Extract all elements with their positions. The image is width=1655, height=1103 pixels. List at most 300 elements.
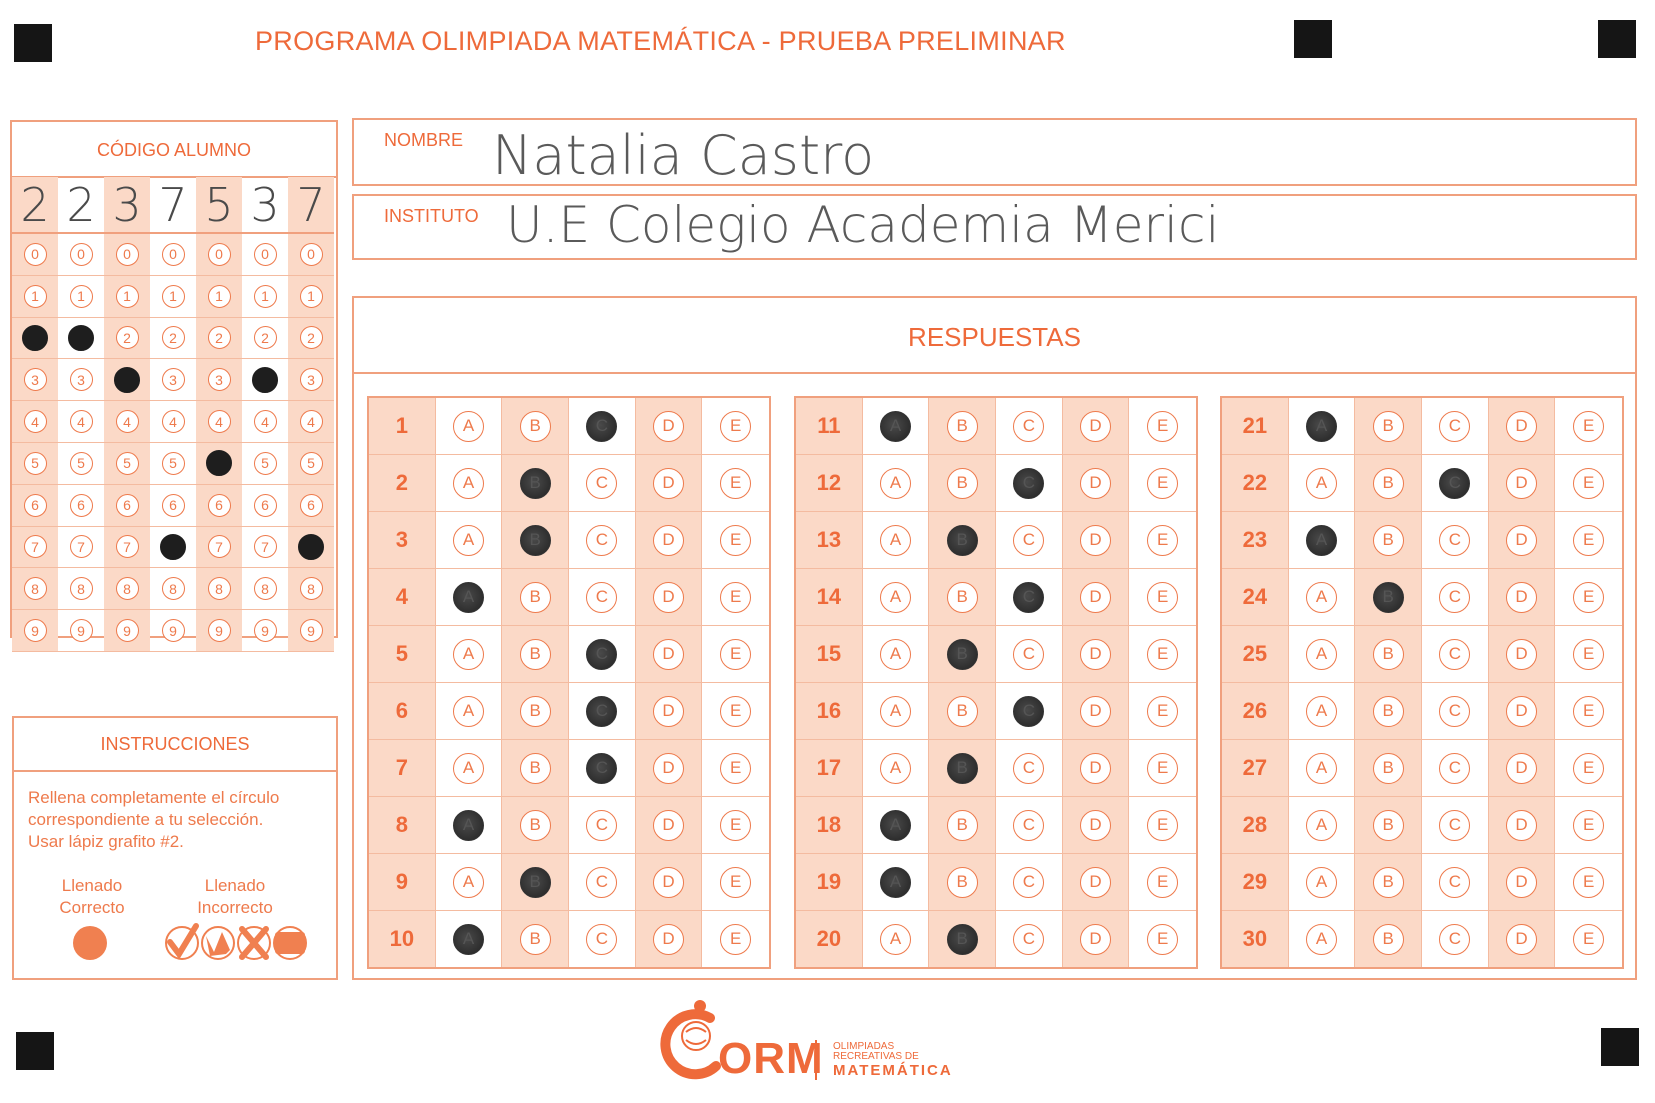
answer-bubble-e[interactable]: E bbox=[720, 525, 751, 556]
answer-bubble-c[interactable]: C bbox=[1439, 867, 1470, 898]
codigo-bubble-2[interactable]: 2 bbox=[162, 326, 185, 349]
answer-bubble-a[interactable]: A bbox=[1306, 696, 1337, 727]
answer-row-28 bbox=[1222, 797, 1622, 854]
codigo-cell bbox=[242, 485, 288, 527]
codigo-bubble-8[interactable]: 8 bbox=[208, 577, 231, 600]
answer-bubble-b[interactable]: B bbox=[520, 810, 551, 841]
codigo-bubble-9[interactable]: 9 bbox=[70, 619, 93, 642]
answer-bubble-e[interactable]: E bbox=[1147, 525, 1178, 556]
answer-bubble-a[interactable]: A bbox=[1306, 867, 1337, 898]
codigo-cell bbox=[12, 568, 58, 610]
answer-cell bbox=[1129, 626, 1196, 682]
question-number-cell bbox=[369, 398, 436, 454]
answer-bubble-c[interactable]: C bbox=[1439, 468, 1470, 499]
codigo-bubble-1[interactable]: 1 bbox=[208, 285, 231, 308]
answer-cell bbox=[863, 797, 930, 853]
answer-bubble-e[interactable]: E bbox=[1147, 639, 1178, 670]
answer-bubble-d[interactable]: D bbox=[1506, 639, 1537, 670]
answer-bubble-a[interactable]: A bbox=[453, 924, 484, 955]
answer-bubble-e[interactable]: E bbox=[1147, 411, 1178, 442]
answer-bubble-d[interactable]: D bbox=[653, 411, 684, 442]
answer-bubble-a[interactable]: A bbox=[1306, 810, 1337, 841]
codigo-bubble-7[interactable] bbox=[298, 534, 324, 560]
answer-bubble-a[interactable]: A bbox=[1306, 753, 1337, 784]
codigo-bubble-3[interactable]: 3 bbox=[24, 368, 47, 391]
answer-bubble-a[interactable]: A bbox=[880, 696, 911, 727]
codigo-bubble-3[interactable]: 3 bbox=[208, 368, 231, 391]
codigo-bubble-0[interactable]: 0 bbox=[162, 243, 185, 266]
codigo-bubble-4[interactable]: 4 bbox=[300, 410, 323, 433]
answer-bubble-a[interactable]: A bbox=[880, 582, 911, 613]
answer-cell bbox=[1555, 911, 1622, 967]
answer-bubble-a[interactable]: A bbox=[880, 924, 911, 955]
codigo-bubble-7[interactable]: 7 bbox=[254, 535, 277, 558]
question-number: 12 bbox=[816, 470, 842, 495]
answer-bubble-d[interactable]: D bbox=[1080, 468, 1111, 499]
answer-bubble-d[interactable]: D bbox=[653, 867, 684, 898]
codigo-bubble-2[interactable]: 2 bbox=[254, 326, 277, 349]
codigo-bubble-5[interactable]: 5 bbox=[300, 452, 323, 475]
answer-bubble-a[interactable]: A bbox=[453, 639, 484, 670]
answer-cell bbox=[569, 569, 636, 625]
codigo-bubble-6[interactable]: 6 bbox=[162, 494, 185, 517]
instituto-field[interactable] bbox=[352, 194, 1637, 260]
codigo-bubble-3[interactable]: 3 bbox=[162, 368, 185, 391]
answer-cell bbox=[1555, 512, 1622, 568]
codigo-bubble-8[interactable]: 8 bbox=[116, 577, 139, 600]
answer-bubble-e[interactable]: E bbox=[1573, 639, 1604, 670]
codigo-bubble-1[interactable]: 1 bbox=[116, 285, 139, 308]
codigo-bubble-0[interactable]: 0 bbox=[70, 243, 93, 266]
codigo-bubble-4[interactable]: 4 bbox=[24, 410, 47, 433]
question-number-cell bbox=[796, 626, 863, 682]
answer-bubble-e[interactable]: E bbox=[1147, 696, 1178, 727]
answer-bubble-d[interactable]: D bbox=[1506, 810, 1537, 841]
codigo-bubble-3[interactable]: 3 bbox=[70, 368, 93, 391]
answer-bubble-e[interactable]: E bbox=[720, 411, 751, 442]
answer-bubble-e[interactable]: E bbox=[1573, 582, 1604, 613]
answer-bubble-a[interactable]: A bbox=[880, 411, 911, 442]
codigo-bubble-5[interactable] bbox=[206, 450, 232, 476]
codigo-bubble-7[interactable] bbox=[160, 534, 186, 560]
answer-bubble-b[interactable]: B bbox=[947, 696, 978, 727]
answer-cell bbox=[1422, 740, 1489, 796]
answer-bubble-c[interactable]: C bbox=[586, 525, 617, 556]
codigo-bubble-1[interactable]: 1 bbox=[24, 285, 47, 308]
codigo-cell bbox=[104, 610, 150, 652]
answer-bubble-c[interactable]: C bbox=[586, 582, 617, 613]
codigo-cell bbox=[12, 527, 58, 569]
answer-bubble-e[interactable]: E bbox=[1147, 753, 1178, 784]
codigo-cell bbox=[150, 401, 196, 443]
answer-bubble-b[interactable]: B bbox=[1373, 696, 1404, 727]
answer-cell bbox=[1063, 740, 1130, 796]
codigo-bubble-3[interactable] bbox=[252, 367, 278, 393]
codigo-bubble-3[interactable] bbox=[114, 367, 140, 393]
answer-bubble-a[interactable]: A bbox=[1306, 582, 1337, 613]
answer-bubble-d[interactable]: D bbox=[1080, 924, 1111, 955]
codigo-bubble-9[interactable]: 9 bbox=[300, 619, 323, 642]
question-number: 30 bbox=[1242, 926, 1268, 951]
answer-bubble-a[interactable]: A bbox=[453, 525, 484, 556]
answer-cell bbox=[436, 911, 503, 967]
codigo-bubble-2[interactable]: 2 bbox=[116, 326, 139, 349]
answer-bubble-d[interactable]: D bbox=[1080, 753, 1111, 784]
answer-bubble-e[interactable]: E bbox=[720, 753, 751, 784]
answer-bubble-c[interactable]: C bbox=[1439, 525, 1470, 556]
answer-bubble-a[interactable]: A bbox=[453, 468, 484, 499]
codigo-bubble-2[interactable] bbox=[68, 325, 94, 351]
answer-bubble-c[interactable]: C bbox=[586, 867, 617, 898]
answer-bubble-e[interactable]: E bbox=[1573, 753, 1604, 784]
answer-cell bbox=[1289, 683, 1356, 739]
answer-bubble-a[interactable]: A bbox=[880, 867, 911, 898]
answer-bubble-d[interactable]: D bbox=[653, 924, 684, 955]
answer-cell bbox=[1129, 398, 1196, 454]
answer-bubble-a[interactable]: A bbox=[880, 468, 911, 499]
answer-bubble-c[interactable]: C bbox=[1013, 696, 1044, 727]
answer-bubble-e[interactable]: E bbox=[1573, 525, 1604, 556]
answer-bubble-c[interactable]: C bbox=[1013, 867, 1044, 898]
answer-bubble-c[interactable]: C bbox=[1013, 411, 1044, 442]
codigo-cell bbox=[196, 401, 242, 443]
codigo-bubble-6[interactable]: 6 bbox=[70, 494, 93, 517]
answer-bubble-e[interactable]: E bbox=[720, 867, 751, 898]
registration-mark-top-right bbox=[1598, 20, 1636, 58]
question-number-cell bbox=[1222, 512, 1289, 568]
codigo-bubble-6[interactable]: 6 bbox=[254, 494, 277, 517]
question-number: 24 bbox=[1242, 584, 1268, 609]
codigo-bubble-8[interactable]: 8 bbox=[162, 577, 185, 600]
codigo-bubble-6[interactable]: 6 bbox=[208, 494, 231, 517]
answer-bubble-b[interactable]: B bbox=[520, 525, 551, 556]
answer-cell bbox=[502, 569, 569, 625]
answer-bubble-a[interactable]: A bbox=[1306, 468, 1337, 499]
answer-bubble-b[interactable]: B bbox=[1373, 924, 1404, 955]
answer-cell bbox=[502, 626, 569, 682]
answer-bubble-b[interactable]: B bbox=[1373, 867, 1404, 898]
codigo-cell bbox=[288, 318, 334, 360]
codigo-bubble-9[interactable]: 9 bbox=[24, 619, 47, 642]
answer-block-21-30 bbox=[1220, 396, 1624, 969]
codigo-bubble-4[interactable]: 4 bbox=[70, 410, 93, 433]
answer-bubble-a[interactable]: A bbox=[1306, 411, 1337, 442]
answer-bubble-d[interactable]: D bbox=[1080, 810, 1111, 841]
answer-bubble-d[interactable]: D bbox=[1080, 411, 1111, 442]
codigo-bubble-6[interactable]: 6 bbox=[300, 494, 323, 517]
answer-bubble-b[interactable]: B bbox=[1373, 411, 1404, 442]
answer-bubble-a[interactable]: A bbox=[453, 753, 484, 784]
answer-bubble-e[interactable]: E bbox=[720, 696, 751, 727]
answer-bubble-b[interactable]: B bbox=[947, 639, 978, 670]
answer-bubble-a[interactable]: A bbox=[453, 696, 484, 727]
answer-bubble-c[interactable]: C bbox=[1439, 810, 1470, 841]
answer-bubble-c[interactable]: C bbox=[586, 639, 617, 670]
answer-bubble-e[interactable]: E bbox=[1147, 582, 1178, 613]
answer-bubble-c[interactable]: C bbox=[586, 924, 617, 955]
answer-bubble-b[interactable]: B bbox=[947, 525, 978, 556]
codigo-column-1 bbox=[12, 177, 58, 652]
answer-bubble-d[interactable]: D bbox=[1080, 696, 1111, 727]
answer-bubble-c[interactable]: C bbox=[1439, 639, 1470, 670]
answer-bubble-b[interactable]: B bbox=[1373, 468, 1404, 499]
answer-bubble-d[interactable]: D bbox=[1506, 867, 1537, 898]
codigo-bubble-4[interactable]: 4 bbox=[116, 410, 139, 433]
codigo-digit-written: 3 bbox=[242, 177, 288, 234]
question-number-cell bbox=[1222, 569, 1289, 625]
question-number-cell bbox=[1222, 797, 1289, 853]
codigo-cell bbox=[150, 527, 196, 569]
codigo-bubble-9[interactable]: 9 bbox=[208, 619, 231, 642]
question-number-cell bbox=[1222, 854, 1289, 910]
answer-bubble-d[interactable]: D bbox=[1506, 753, 1537, 784]
answer-cell bbox=[702, 512, 769, 568]
answer-bubble-c[interactable]: C bbox=[1013, 468, 1044, 499]
answer-bubble-d[interactable]: D bbox=[653, 696, 684, 727]
codigo-bubble-0[interactable]: 0 bbox=[24, 243, 47, 266]
codigo-cell bbox=[150, 485, 196, 527]
codigo-cell bbox=[196, 610, 242, 652]
answer-bubble-a[interactable]: A bbox=[1306, 639, 1337, 670]
answer-cell bbox=[1555, 683, 1622, 739]
answer-bubble-a[interactable]: A bbox=[453, 867, 484, 898]
codigo-bubble-2[interactable] bbox=[22, 325, 48, 351]
answer-bubble-b[interactable]: B bbox=[520, 753, 551, 784]
answer-bubble-b[interactable]: B bbox=[1373, 810, 1404, 841]
codigo-bubble-8[interactable]: 8 bbox=[70, 577, 93, 600]
answer-cell bbox=[929, 797, 996, 853]
answer-bubble-d[interactable]: D bbox=[653, 753, 684, 784]
answer-bubble-e[interactable]: E bbox=[1573, 411, 1604, 442]
answer-bubble-c[interactable]: C bbox=[1439, 696, 1470, 727]
answer-bubble-b[interactable]: B bbox=[520, 924, 551, 955]
answer-bubble-c[interactable]: C bbox=[1439, 924, 1470, 955]
answer-bubble-d[interactable]: D bbox=[653, 525, 684, 556]
codigo-bubble-0[interactable]: 0 bbox=[116, 243, 139, 266]
codigo-bubble-7[interactable]: 7 bbox=[116, 535, 139, 558]
answer-bubble-d[interactable]: D bbox=[1506, 411, 1537, 442]
codigo-bubble-4[interactable]: 4 bbox=[208, 410, 231, 433]
answer-bubble-c[interactable]: C bbox=[586, 810, 617, 841]
answer-bubble-c[interactable]: C bbox=[1013, 525, 1044, 556]
codigo-bubble-8[interactable]: 8 bbox=[300, 577, 323, 600]
codigo-bubble-5[interactable]: 5 bbox=[162, 452, 185, 475]
answer-bubble-c[interactable]: C bbox=[1013, 810, 1044, 841]
codigo-cell bbox=[58, 610, 104, 652]
answer-bubble-b[interactable]: B bbox=[1373, 525, 1404, 556]
answer-cell bbox=[569, 797, 636, 853]
codigo-bubble-9[interactable]: 9 bbox=[116, 619, 139, 642]
codigo-bubble-0[interactable]: 0 bbox=[254, 243, 277, 266]
instr-line-1: Rellena completamente el círculo bbox=[28, 788, 280, 807]
answer-bubble-e[interactable]: E bbox=[1573, 867, 1604, 898]
answer-cell bbox=[636, 626, 703, 682]
codigo-bubble-5[interactable]: 5 bbox=[254, 452, 277, 475]
answer-bubble-b[interactable]: B bbox=[947, 810, 978, 841]
answer-cell bbox=[1422, 683, 1489, 739]
codigo-cell bbox=[242, 527, 288, 569]
answer-bubble-b[interactable]: B bbox=[947, 468, 978, 499]
codigo-cell bbox=[150, 276, 196, 318]
answer-bubble-d[interactable]: D bbox=[653, 582, 684, 613]
answer-cell bbox=[1489, 854, 1556, 910]
answer-bubble-d[interactable]: D bbox=[1080, 525, 1111, 556]
answer-bubble-b[interactable]: B bbox=[520, 867, 551, 898]
codigo-bubble-8[interactable]: 8 bbox=[254, 577, 277, 600]
answer-bubble-e[interactable]: E bbox=[720, 582, 751, 613]
answer-bubble-e[interactable]: E bbox=[1147, 924, 1178, 955]
answer-bubble-d[interactable]: D bbox=[1506, 924, 1537, 955]
answer-bubble-b[interactable]: B bbox=[947, 867, 978, 898]
codigo-bubble-0[interactable]: 0 bbox=[300, 243, 323, 266]
answer-bubble-c[interactable]: C bbox=[1013, 753, 1044, 784]
codigo-cell bbox=[288, 485, 334, 527]
codigo-bubble-2[interactable]: 2 bbox=[208, 326, 231, 349]
answer-bubble-c[interactable]: C bbox=[1013, 924, 1044, 955]
codigo-bubble-0[interactable]: 0 bbox=[208, 243, 231, 266]
answer-cell bbox=[569, 854, 636, 910]
answer-bubble-b[interactable]: B bbox=[520, 468, 551, 499]
nombre-label: NOMBRE bbox=[384, 130, 464, 150]
answer-bubble-e[interactable]: E bbox=[1147, 468, 1178, 499]
answer-cell bbox=[1555, 626, 1622, 682]
codigo-cell bbox=[58, 359, 104, 401]
answer-bubble-c[interactable]: C bbox=[586, 468, 617, 499]
answer-cell bbox=[929, 626, 996, 682]
codigo-bubble-1[interactable]: 1 bbox=[70, 285, 93, 308]
answer-bubble-d[interactable]: D bbox=[1080, 639, 1111, 670]
answer-bubble-e[interactable]: E bbox=[1147, 810, 1178, 841]
codigo-bubble-7[interactable]: 7 bbox=[24, 535, 47, 558]
answer-bubble-c[interactable]: C bbox=[1013, 639, 1044, 670]
answer-bubble-b[interactable]: B bbox=[520, 639, 551, 670]
codigo-bubble-1[interactable]: 1 bbox=[254, 285, 277, 308]
question-number: 1 bbox=[395, 413, 408, 438]
codigo-cell bbox=[242, 443, 288, 485]
codigo-bubble-5[interactable]: 5 bbox=[116, 452, 139, 475]
answer-block-11-20 bbox=[794, 396, 1198, 969]
answer-bubble-d[interactable]: D bbox=[1506, 525, 1537, 556]
answer-bubble-e[interactable]: E bbox=[1573, 924, 1604, 955]
question-number-cell bbox=[796, 569, 863, 625]
answer-bubble-b[interactable]: B bbox=[947, 411, 978, 442]
codigo-bubble-9[interactable]: 9 bbox=[254, 619, 277, 642]
answer-bubble-c[interactable]: C bbox=[1013, 582, 1044, 613]
answer-bubble-e[interactable]: E bbox=[1147, 867, 1178, 898]
answer-bubble-b[interactable]: B bbox=[1373, 753, 1404, 784]
answer-bubble-c[interactable]: C bbox=[586, 411, 617, 442]
codigo-cell bbox=[104, 485, 150, 527]
codigo-bubble-8[interactable]: 8 bbox=[24, 577, 47, 600]
answer-bubble-c[interactable]: C bbox=[586, 753, 617, 784]
answer-bubble-b[interactable]: B bbox=[520, 696, 551, 727]
answer-bubble-a[interactable]: A bbox=[453, 582, 484, 613]
answer-row-3 bbox=[369, 512, 769, 569]
answer-cell bbox=[863, 854, 930, 910]
answer-bubble-a[interactable]: A bbox=[880, 525, 911, 556]
answer-bubble-e[interactable]: E bbox=[1573, 468, 1604, 499]
codigo-bubble-3[interactable]: 3 bbox=[300, 368, 323, 391]
answer-bubble-a[interactable]: A bbox=[880, 810, 911, 841]
question-number-cell bbox=[796, 398, 863, 454]
answer-bubble-e[interactable]: E bbox=[720, 468, 751, 499]
answer-row-26 bbox=[1222, 683, 1622, 740]
answer-bubble-b[interactable]: B bbox=[520, 411, 551, 442]
answer-bubble-a[interactable]: A bbox=[880, 753, 911, 784]
answer-bubble-d[interactable]: D bbox=[1506, 468, 1537, 499]
answer-cell bbox=[1129, 797, 1196, 853]
answer-bubble-d[interactable]: D bbox=[1080, 582, 1111, 613]
answer-cell bbox=[1063, 683, 1130, 739]
answer-bubble-d[interactable]: D bbox=[1506, 696, 1537, 727]
question-number-cell bbox=[796, 512, 863, 568]
codigo-column-3 bbox=[104, 177, 150, 652]
codigo-cell bbox=[58, 276, 104, 318]
answer-cell bbox=[1289, 797, 1356, 853]
answer-bubble-c[interactable]: C bbox=[1439, 411, 1470, 442]
answer-bubble-e[interactable]: E bbox=[720, 924, 751, 955]
codigo-bubble-2[interactable]: 2 bbox=[300, 326, 323, 349]
answer-bubble-d[interactable]: D bbox=[1506, 582, 1537, 613]
incorrect-fill-examples-icon bbox=[164, 922, 314, 964]
answer-cell bbox=[436, 626, 503, 682]
answer-bubble-c[interactable]: C bbox=[1439, 753, 1470, 784]
answer-bubble-a[interactable]: A bbox=[453, 810, 484, 841]
answer-bubble-c[interactable]: C bbox=[586, 696, 617, 727]
codigo-bubble-1[interactable]: 1 bbox=[162, 285, 185, 308]
question-number: 17 bbox=[816, 755, 842, 780]
answer-bubble-b[interactable]: B bbox=[1373, 639, 1404, 670]
answer-bubble-b[interactable]: B bbox=[947, 924, 978, 955]
answer-bubble-b[interactable]: B bbox=[947, 753, 978, 784]
answer-bubble-a[interactable]: A bbox=[1306, 525, 1337, 556]
answer-bubble-c[interactable]: C bbox=[1439, 582, 1470, 613]
answer-row-19 bbox=[796, 854, 1196, 911]
codigo-digit-written: 2 bbox=[58, 177, 104, 234]
codigo-bubble-7[interactable]: 7 bbox=[208, 535, 231, 558]
answer-bubble-d[interactable]: D bbox=[653, 810, 684, 841]
answer-bubble-d[interactable]: D bbox=[653, 639, 684, 670]
codigo-bubble-9[interactable]: 9 bbox=[162, 619, 185, 642]
nombre-field[interactable] bbox=[352, 118, 1637, 186]
answer-bubble-e[interactable]: E bbox=[1573, 696, 1604, 727]
codigo-bubble-5[interactable]: 5 bbox=[24, 452, 47, 475]
answer-bubble-d[interactable]: D bbox=[653, 468, 684, 499]
codigo-bubble-5[interactable]: 5 bbox=[70, 452, 93, 475]
question-number-cell bbox=[369, 512, 436, 568]
question-number-cell bbox=[796, 455, 863, 511]
answer-bubble-b[interactable]: B bbox=[947, 582, 978, 613]
answer-bubble-b[interactable]: B bbox=[1373, 582, 1404, 613]
answer-bubble-a[interactable]: A bbox=[453, 411, 484, 442]
answer-cell bbox=[502, 512, 569, 568]
answer-bubble-d[interactable]: D bbox=[1080, 867, 1111, 898]
codigo-bubble-6[interactable]: 6 bbox=[24, 494, 47, 517]
codigo-bubble-1[interactable]: 1 bbox=[300, 285, 323, 308]
codigo-bubble-4[interactable]: 4 bbox=[254, 410, 277, 433]
answer-bubble-e[interactable]: E bbox=[1573, 810, 1604, 841]
answer-bubble-b[interactable]: B bbox=[520, 582, 551, 613]
codigo-bubble-6[interactable]: 6 bbox=[116, 494, 139, 517]
answer-bubble-e[interactable]: E bbox=[720, 639, 751, 670]
question-number: 27 bbox=[1242, 755, 1268, 780]
answer-bubble-a[interactable]: A bbox=[1306, 924, 1337, 955]
codigo-bubble-4[interactable]: 4 bbox=[162, 410, 185, 433]
codigo-bubble-7[interactable]: 7 bbox=[70, 535, 93, 558]
page-title: PROGRAMA OLIMPIADA MATEMÁTICA - PRUEBA PRELIMINAR bbox=[255, 26, 1066, 56]
answer-bubble-a[interactable]: A bbox=[880, 639, 911, 670]
answer-bubble-e[interactable]: E bbox=[720, 810, 751, 841]
